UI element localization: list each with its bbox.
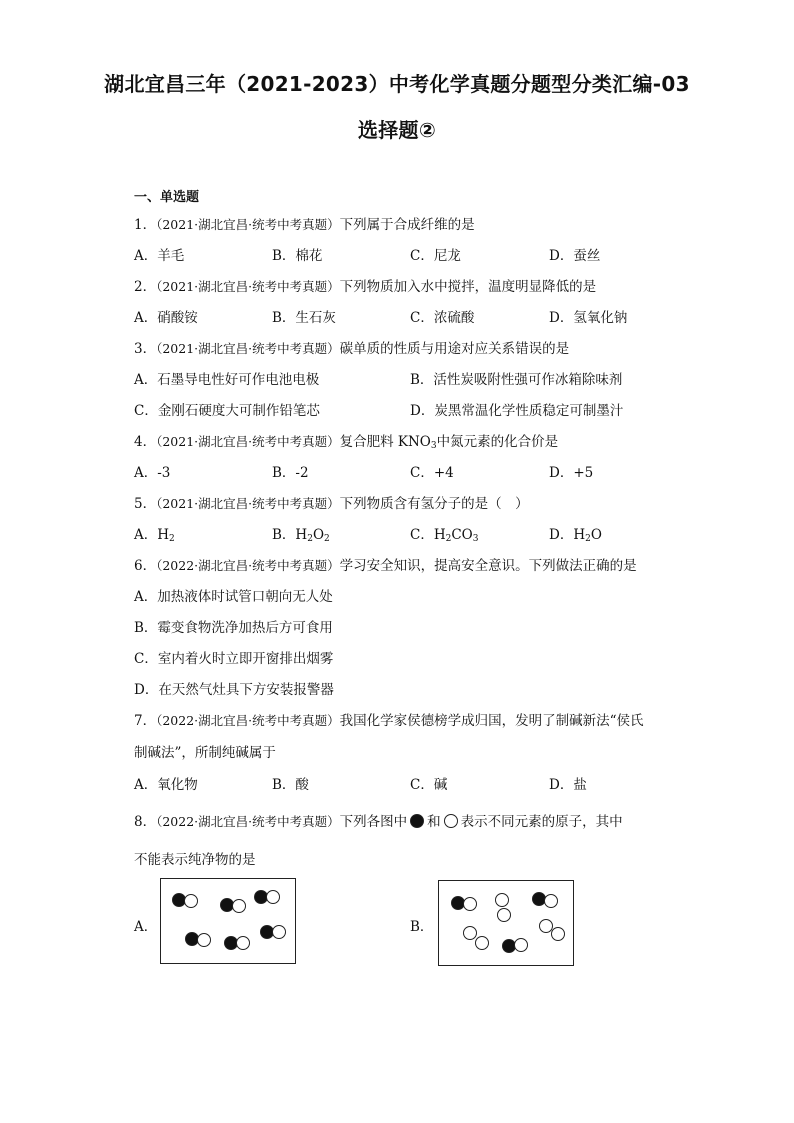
white-atom-icon (463, 897, 477, 911)
q6-option-b: B．霉变食物洗净加热后方可食用 (134, 620, 333, 636)
white-atom-icon (495, 893, 509, 907)
q8-diagram-b (438, 880, 574, 966)
q4-option-d: D．+5 (549, 465, 594, 481)
question-1: 1．（2021·湖北宜昌·统考中考真题）下列属于合成纤维的是 (134, 217, 475, 233)
q3-option-c: C．金刚石硬度大可制作铅笔芯 (134, 403, 320, 419)
q3-option-d: D．炭黑常温化学性质稳定可制墨汁 (410, 403, 624, 419)
q8-option-a-label: A． (134, 919, 158, 935)
q1-option-a: A．羊毛 (134, 248, 185, 264)
q7-option-b: B．酸 (272, 777, 309, 793)
q7-option-c: C．碱 (410, 777, 448, 793)
question-6: 6．（2022·湖北宜昌·统考中考真题）学习安全知识，提高安全意识。下列做法正确的是 (134, 558, 637, 574)
q6-option-a: A．加热液体时试管口朝向无人处 (134, 589, 333, 605)
q6-option-d: D．在天然气灶具下方安装报警器 (134, 682, 334, 698)
question-8-cont: 不能表示纯净物的是 (134, 852, 256, 868)
question-8: 8．（2022·湖北宜昌·统考中考真题）下列各图中 和 表示不同元素的原子，其中 (134, 814, 623, 830)
question-5: 5．（2021·湖北宜昌·统考中考真题）下列物质含有氢分子的是（ ） (134, 496, 529, 512)
q4-option-c: C．+4 (410, 465, 454, 481)
q5-option-c: C．$H_2CO_3$ (410, 527, 479, 544)
q1-option-b: B．棉花 (272, 248, 323, 264)
document-title-line1: 湖北宜昌三年（2021-2023）中考化学真题分题型分类汇编-03 (104, 72, 690, 96)
q7-option-a: A．氧化物 (134, 777, 198, 793)
q2-option-d: D．氢氧化钠 (549, 310, 628, 326)
q2-option-b: B．生石灰 (272, 310, 336, 326)
q5-option-b: B．$H_2O_2$ (272, 527, 330, 544)
white-atom-icon (463, 926, 477, 940)
section-heading: 一、单选题 (134, 190, 200, 205)
white-atom-icon (475, 936, 489, 950)
white-atom-icon (444, 814, 458, 828)
question-3: 3．（2021·湖北宜昌·统考中考真题）碳单质的性质与用途对应关系错误的是 (134, 341, 570, 357)
white-atom-icon (236, 936, 250, 950)
document-title-line2: 选择题② (357, 118, 437, 142)
q5-option-a: A．$H_2$ (134, 527, 175, 544)
question-2: 2．（2021·湖北宜昌·统考中考真题）下列物质加入水中搅拌，温度明显降低的是 (134, 279, 597, 295)
q2-option-c: C．浓硫酸 (410, 310, 475, 326)
q1-option-d: D．蚕丝 (549, 248, 601, 264)
white-atom-icon (272, 925, 286, 939)
q3-option-b: B．活性炭吸附性强可作冰箱除味剂 (410, 372, 623, 388)
q4-option-a: A．-3 (134, 465, 171, 481)
white-atom-icon (197, 933, 211, 947)
q8-option-b-label: B． (410, 919, 434, 935)
q3-option-a: A．石墨导电性好可作电池电极 (134, 372, 320, 388)
white-atom-icon (266, 890, 280, 904)
question-7: 7．（2022·湖北宜昌·统考中考真题）我国化学家侯德榜学成归国，发明了制碱新法“侯氏 (134, 713, 644, 729)
black-atom-icon (410, 814, 424, 828)
white-atom-icon (497, 908, 511, 922)
white-atom-icon (544, 894, 558, 908)
q8-diagram-a (160, 878, 296, 964)
q6-option-c: C．室内着火时立即开窗排出烟雾 (134, 651, 334, 667)
white-atom-icon (514, 938, 528, 952)
q4-option-b: B．-2 (272, 465, 309, 481)
question-4: 4．（2021·湖北宜昌·统考中考真题）复合肥料 $KNO_3$中氮元素的化合价是 (134, 434, 559, 451)
white-atom-icon (232, 899, 246, 913)
question-7-cont: 制碱法”，所制纯碱属于 (134, 745, 276, 761)
white-atom-icon (551, 927, 565, 941)
q7-option-d: D．盐 (549, 777, 587, 793)
q2-option-a: A．硝酸铵 (134, 310, 198, 326)
q1-option-c: C．尼龙 (410, 248, 461, 264)
white-atom-icon (184, 894, 198, 908)
q5-option-d: D．$H_2O$ (549, 527, 602, 544)
